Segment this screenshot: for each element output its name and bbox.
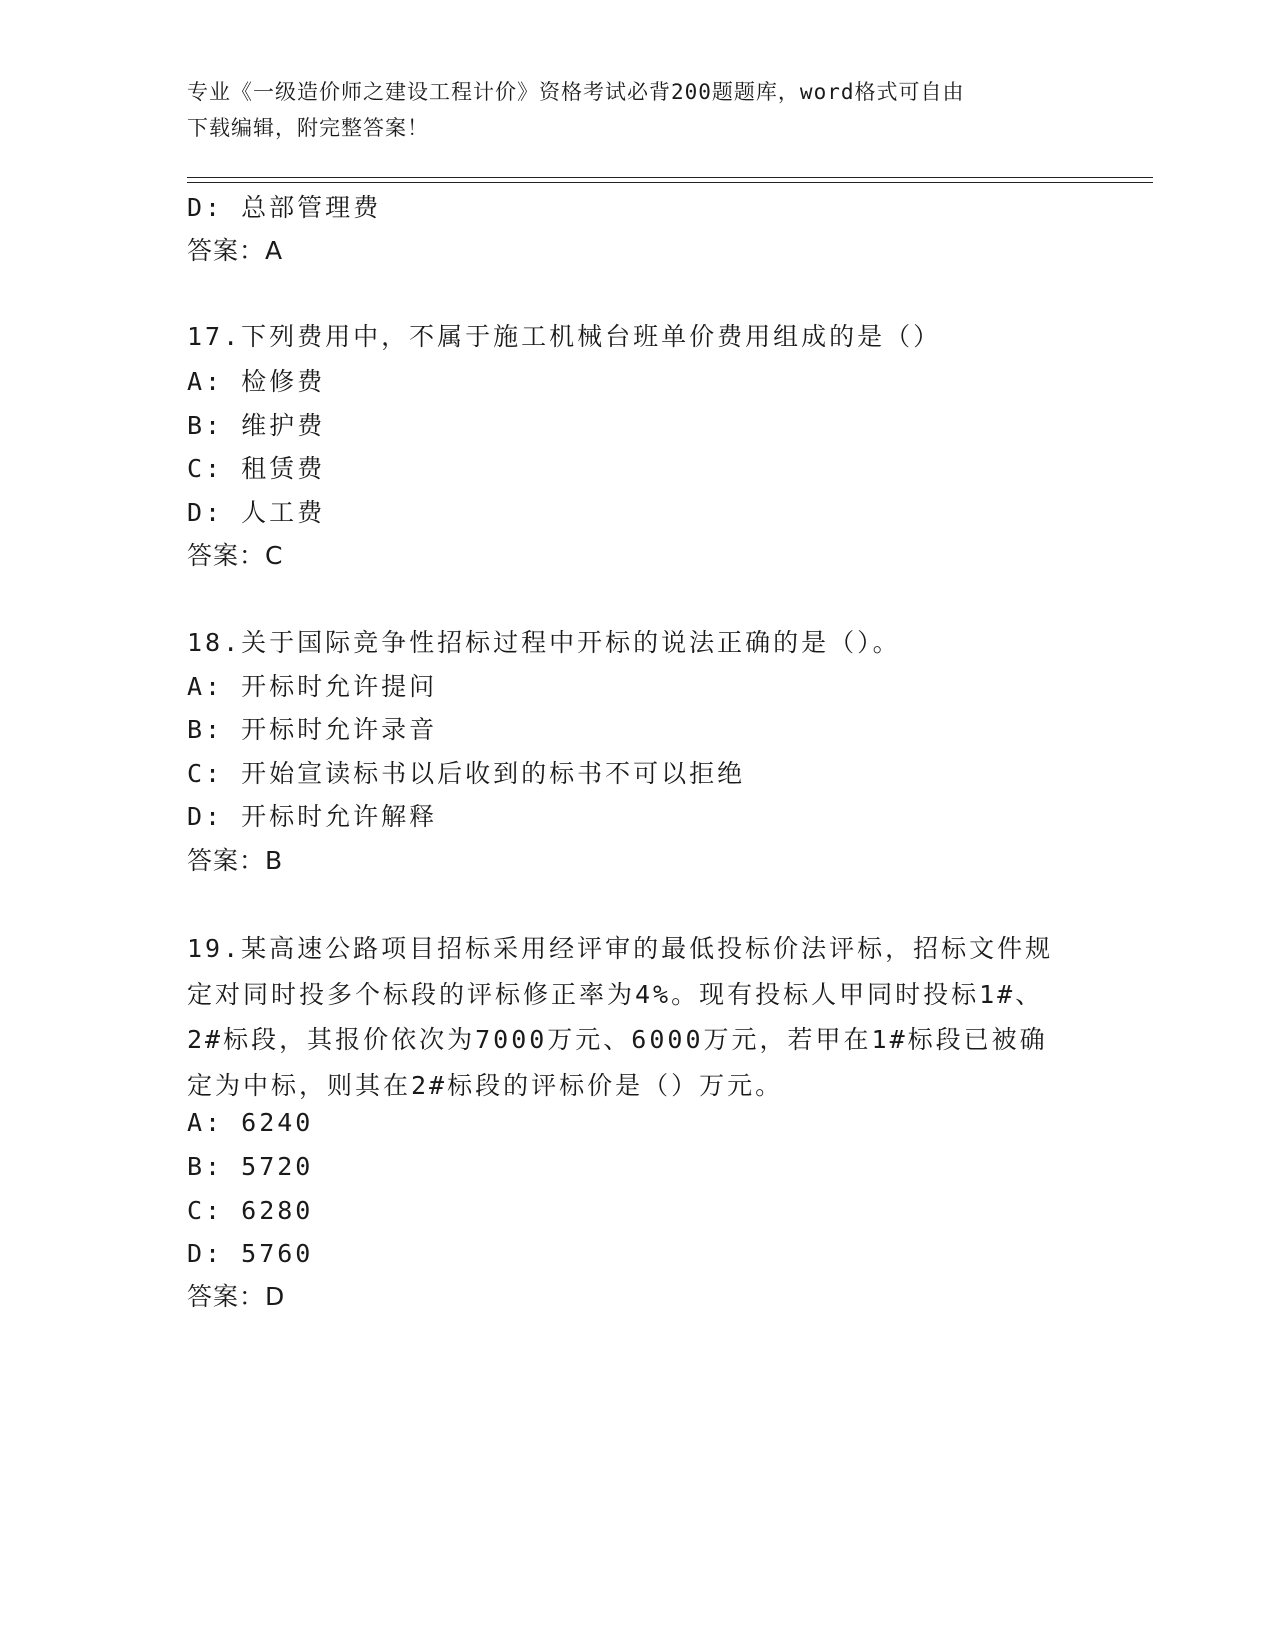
q19-question-line-4: 定为中标，则其在2#标段的评标价是（）万元。 — [187, 1070, 784, 1100]
q17-option-a: A: 检修费 — [187, 367, 326, 396]
q16-answer: 答案：A — [187, 236, 284, 265]
document-header — [187, 74, 1067, 146]
q18-question: 18.关于国际竞争性招标过程中开标的说法正确的是（）。 — [187, 628, 901, 657]
q18-option-a: A: 开标时允许提问 — [187, 672, 438, 701]
q17-option-d: D: 人工费 — [187, 498, 326, 527]
q19-answer: 答案：D — [187, 1282, 286, 1311]
q17-option-b: B: 维护费 — [187, 411, 326, 440]
q18-option-d: D: 开标时允许解释 — [187, 802, 438, 831]
q16-option-d: D: 总部管理费 — [187, 193, 382, 222]
header-line-2: 下载编辑，附完整答案！ — [187, 116, 429, 140]
q17-option-c: C: 租赁费 — [187, 454, 326, 483]
q19-question-line-2: 定对同时投多个标段的评标修正率为4%。现有投标人甲同时投标1#、 — [187, 979, 1044, 1009]
q19-question-line-3: 2#标段，其报价依次为7000万元、6000万元，若甲在1#标段已被确 — [187, 1025, 1048, 1054]
header-divider-bottom — [187, 182, 1153, 183]
q17-question: 17.下列费用中，不属于施工机械台班单价费用组成的是（） — [187, 322, 942, 351]
q18-option-c: C: 开始宣读标书以后收到的标书不可以拒绝 — [187, 759, 746, 788]
q18-answer: 答案：B — [187, 846, 284, 875]
q18-option-b: B: 开标时允许录音 — [187, 715, 438, 744]
q19-option-c: C: 6280 — [187, 1196, 314, 1225]
q19-question-line-1: 19.某高速公路项目招标采用经评审的最低投标价法评标，招标文件规 — [187, 934, 1054, 963]
header-divider-top — [187, 177, 1153, 178]
q19-option-d: D: 5760 — [187, 1239, 314, 1268]
header-line-1: 专业《一级造价师之建设工程计价》资格考试必背200题题库，word格式可自由 — [187, 80, 965, 104]
q17-answer: 答案：C — [187, 541, 284, 570]
q19-option-b: B: 5720 — [187, 1152, 314, 1181]
q19-option-a: A: 6240 — [187, 1108, 314, 1137]
q19-question — [187, 926, 1077, 1108]
